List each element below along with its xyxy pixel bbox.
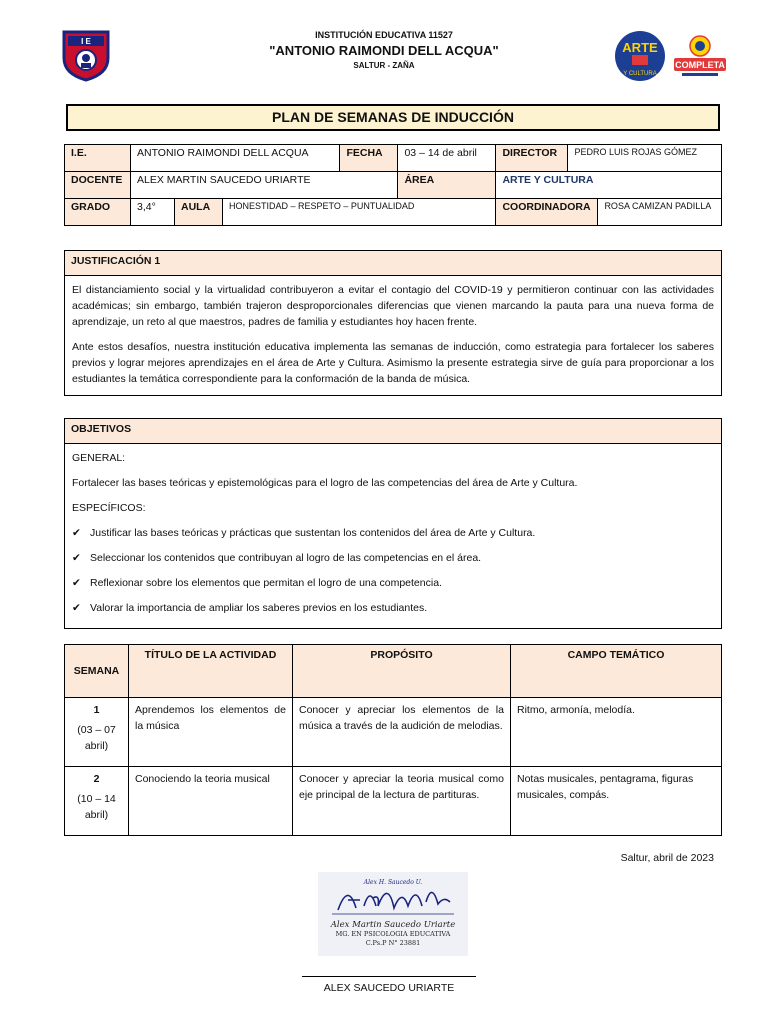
area-label: ÁREA	[398, 172, 496, 199]
activity-title: Aprendemos los elementos de la música	[129, 698, 293, 767]
info-table	[64, 144, 722, 226]
specific-objective	[72, 575, 714, 591]
specific-objective	[72, 525, 714, 541]
signature-degree: MG. EN PSICOLOGIA EDUCATIVA	[335, 930, 451, 938]
justification-paragraph: Ante estos desafíos, nuestra institución educativa implementa las semanas de inducción, como estrategia para fortalecer los saberes previos y lograr mejores aprendizajes en el área de Arte y Cultura. Asimismo la presente estrategia sirve de guía para proporcionar a los estudiantes la temática correspondiente para la conformación de la banda de música.	[72, 341, 714, 385]
crest-letters: I E	[81, 37, 91, 46]
arte-logo-text: ARTE	[622, 40, 658, 55]
thematic-field: Ritmo, armonía, melodía.	[511, 698, 722, 767]
justification-section	[64, 250, 722, 396]
specific-objective-text: Justificar las bases teóricas y prácticas que sustentan los contenidos del área de Arte y Cultura.	[90, 527, 536, 539]
table-row	[65, 698, 722, 767]
aula-value: HONESTIDAD – RESPETO – PUNTUALIDAD	[223, 199, 496, 226]
week-cell	[65, 698, 129, 767]
check-icon: ✔	[72, 527, 81, 539]
specific-objective	[72, 550, 714, 566]
week-number: 2	[93, 773, 100, 785]
check-icon: ✔	[72, 577, 81, 589]
grado-label: GRADO	[65, 199, 131, 226]
signer-caption: ALEX SAUCEDO URIARTE	[323, 982, 455, 994]
arte-cultura-logo-icon	[612, 30, 668, 82]
signature-registry: C.Ps.P N° 23881	[365, 939, 421, 947]
general-label: GENERAL:	[72, 452, 126, 464]
objectives-section	[64, 418, 722, 629]
specific-objective	[72, 600, 714, 616]
objectives-heading: OBJETIVOS	[65, 419, 721, 444]
director-value: PEDRO LUIS ROJAS GÓMEZ	[568, 145, 722, 172]
column-header-semana: SEMANA	[65, 645, 129, 698]
thematic-field: Notas musicales, pentagrama, figuras musicales, compás.	[511, 767, 722, 836]
justification-paragraph: El distanciamiento social y la virtualidad contribuyeron a evitar el contagio del COVID-19 y permitieron continuar con las actividades académicas; sin embargo, también trajeron desproporcionales diferencias que vienen marcando la pauta para una nueva forma de aprendizaje, un reto al que maestros, padres de familia y estudiantes hoy hacen frente.	[72, 284, 714, 328]
activity-purpose: Conocer y apreciar los elementos de la música a través de la audición de melodias.	[293, 698, 511, 767]
ie-value: ANTONIO RAIMONDI DELL ACQUA	[131, 145, 340, 172]
institution-name: INSTITUCIÓN EDUCATIVA 11527	[315, 30, 453, 40]
place-date: Saltur, abril de 2023	[620, 852, 714, 864]
check-icon: ✔	[72, 602, 81, 614]
check-icon: ✔	[72, 552, 81, 564]
coordinadora-value: ROSA CAMIZAN PADILLA	[598, 199, 722, 226]
justification-body	[65, 276, 721, 393]
jornada-completa-logo-icon	[672, 32, 728, 80]
institution-location: SALTUR - ZAÑA	[353, 61, 415, 70]
area-value: ARTE Y CULTURA	[496, 172, 722, 199]
docente-value: ALEX MARTIN SAUCEDO URIARTE	[131, 172, 398, 199]
table-row	[65, 767, 722, 836]
fecha-value: 03 – 14 de abril	[398, 145, 496, 172]
general-objective: Fortalecer las bases teóricas y epistemológicas para el logro de las competencias del área de Arte y Cultura.	[72, 477, 578, 489]
coordinadora-label: COORDINADORA	[496, 199, 598, 226]
specific-objective-text: Reflexionar sobre los elementos que permitan el logro de una competencia.	[90, 577, 442, 589]
signature-icon	[318, 872, 468, 920]
weeks-table	[64, 644, 722, 836]
specific-objective-text: Valorar la importancia de ampliar los saberes previos en los estudiantes.	[90, 602, 428, 614]
institution-title: "ANTONIO RAIMONDI DELL ACQUA"	[269, 43, 499, 58]
signature-name: Alex Martin Saucedo Uriarte	[330, 920, 456, 930]
fecha-label: FECHA	[340, 145, 398, 172]
objectives-body	[65, 444, 721, 631]
jec-logo-text: COMPLETA	[675, 60, 725, 70]
justification-heading: JUSTIFICACIÓN 1	[65, 251, 721, 276]
activity-title: Conociendo la teoria musical	[129, 767, 293, 836]
grado-value: 3,4°	[131, 199, 175, 226]
week-dates: (03 – 07 abril)	[77, 724, 116, 752]
activity-purpose: Conocer y apreciar la teoria musical como eje principal de la lectura de partituras.	[293, 767, 511, 836]
week-dates: (10 – 14 abril)	[77, 793, 116, 821]
ie-label: I.E.	[65, 145, 131, 172]
week-cell	[65, 767, 129, 836]
column-header-titulo: TÍTULO DE LA ACTIVIDAD	[129, 645, 293, 698]
aula-label: AULA	[175, 199, 223, 226]
signature-line	[302, 976, 476, 977]
signature-stamp	[318, 872, 468, 956]
week-number: 1	[93, 704, 100, 716]
column-header-campo: CAMPO TEMÁTICO	[511, 645, 722, 698]
arte-logo-subtext: Y CULTURA	[623, 71, 657, 77]
director-label: DIRECTOR	[496, 145, 568, 172]
specific-objective-text: Seleccionar los contenidos que contribuyan al logro de las competencias en el área.	[90, 552, 482, 564]
column-header-proposito: PROPÓSITO	[293, 645, 511, 698]
document-header	[0, 20, 768, 90]
docente-label: DOCENTE	[65, 172, 131, 199]
signature-script: Alex H. Saucedo U.	[363, 879, 423, 886]
specific-label: ESPECÍFICOS:	[72, 502, 146, 514]
plan-title: PLAN DE SEMANAS DE INDUCCIÓN	[66, 104, 720, 131]
